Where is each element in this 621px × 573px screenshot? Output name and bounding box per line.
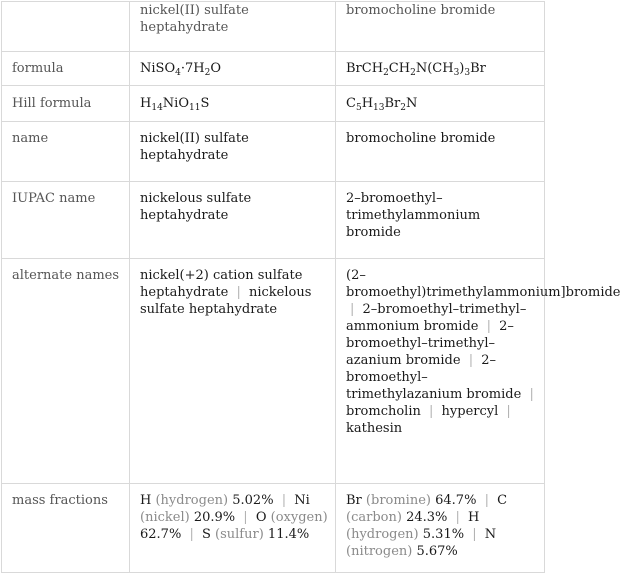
formula-segment: Br bbox=[470, 61, 486, 76]
hill-formula-bromocholine-bromide bbox=[336, 86, 545, 122]
name-nickel-sulfate: nickel(II) sulfate heptahydrate bbox=[130, 122, 336, 182]
column-header-nickel-sulfate: nickel(II) sulfate heptahydrate bbox=[130, 2, 336, 52]
iupac-name-row bbox=[2, 182, 545, 259]
formula-segment: N(CH bbox=[415, 61, 454, 76]
list-separator: | bbox=[350, 302, 355, 317]
hill-formula-nickel-sulfate bbox=[130, 86, 336, 122]
hill-formula-row bbox=[2, 86, 545, 122]
formula-subscript: 3 bbox=[453, 68, 460, 78]
mass-fraction-value: 5.31% bbox=[422, 527, 465, 542]
formula-segment: Br bbox=[384, 96, 401, 111]
formula-subscript: 5 bbox=[355, 103, 362, 113]
formula-segment: H bbox=[140, 96, 152, 111]
alternate-name: nickelous sulfate heptahydrate bbox=[140, 285, 312, 317]
formula-segment: CH bbox=[388, 61, 411, 76]
name-row bbox=[2, 122, 545, 182]
mass-fraction-value: 24.3% bbox=[406, 510, 448, 525]
element-symbol: N bbox=[484, 527, 497, 542]
row-label-mass-fractions: mass fractions bbox=[2, 484, 130, 573]
element-name: (hydrogen) bbox=[155, 493, 229, 508]
alternate-names-nickel-sulfate bbox=[130, 259, 336, 484]
element-name: (oxygen) bbox=[270, 510, 328, 525]
list-separator: | bbox=[455, 510, 460, 525]
alternate-name: 2–bromoethyl–trimethyl–ammonium bromide bbox=[346, 302, 527, 334]
element-symbol: Br bbox=[346, 493, 362, 508]
element-name: (hydrogen) bbox=[346, 527, 419, 542]
alternate-name: (2–bromoethyl)trimethylammonium]bromide bbox=[346, 268, 621, 300]
formula-subscript: 14 bbox=[151, 103, 163, 113]
iupac-name-bromocholine-bromide: 2–bromoethyl–trimethylammonium bromide bbox=[336, 182, 545, 259]
mass-fraction-value: 11.4% bbox=[267, 527, 310, 542]
mass-fraction-value: 64.7% bbox=[435, 493, 477, 508]
column-header-bromocholine-bromide: bromocholine bromide bbox=[336, 2, 545, 52]
row-label-iupac-name: IUPAC name bbox=[2, 182, 130, 259]
formula-segment: ) bbox=[459, 61, 465, 76]
formula-subscript: 3 bbox=[464, 68, 471, 78]
list-separator: | bbox=[236, 285, 241, 300]
element-name: (bromine) bbox=[365, 493, 431, 508]
corner-cell bbox=[2, 2, 130, 52]
list-separator: | bbox=[281, 493, 287, 508]
formula-subscript: 2 bbox=[204, 68, 211, 78]
formula-bromocholine-bromide bbox=[336, 52, 545, 86]
list-separator: | bbox=[529, 387, 534, 402]
list-separator: | bbox=[429, 404, 434, 419]
mass-fraction-value: 20.9% bbox=[193, 510, 236, 525]
element-symbol: O bbox=[255, 510, 267, 525]
formula-segment: O bbox=[210, 61, 221, 76]
list-separator: | bbox=[243, 510, 248, 525]
alternate-name: nickel(+2) cation sulfate heptahydrate bbox=[140, 268, 303, 300]
element-symbol: C bbox=[497, 493, 508, 508]
formula-subscript: 2 bbox=[383, 68, 389, 78]
alternate-name: bromcholin bbox=[346, 404, 421, 419]
alternate-name: hypercyl bbox=[441, 404, 499, 419]
formula-subscript: 13 bbox=[373, 103, 385, 113]
formula-segment: S bbox=[200, 96, 210, 111]
list-separator: | bbox=[486, 319, 491, 334]
alternate-name: 2–bromoethyl–trimethyl–azanium bromide bbox=[346, 319, 514, 368]
element-name: (nickel) bbox=[140, 510, 190, 525]
name-bromocholine-bromide: bromocholine bromide bbox=[336, 122, 545, 182]
element-name: (sulfur) bbox=[215, 527, 264, 542]
formula-segment: ·7H bbox=[180, 61, 205, 76]
formula-segment: H bbox=[361, 96, 374, 111]
mass-fractions-bromocholine-bromide bbox=[336, 484, 545, 573]
row-label-alternate-names: alternate names bbox=[2, 259, 130, 484]
alternate-name: kathesin bbox=[346, 421, 403, 436]
formula-segment: NiSO bbox=[140, 61, 176, 76]
element-name: (nitrogen) bbox=[346, 544, 413, 559]
mass-fraction-value: 62.7% bbox=[140, 527, 182, 542]
row-label-name: name bbox=[2, 122, 130, 182]
mass-fractions-nickel-sulfate bbox=[130, 484, 336, 573]
list-separator: | bbox=[189, 527, 194, 542]
alternate-names-row bbox=[2, 259, 545, 484]
formula-segment: BrCH bbox=[346, 61, 384, 76]
row-label-hill-formula: Hill formula bbox=[2, 86, 130, 122]
formula-segment: NiO bbox=[162, 96, 189, 111]
formula-nickel-sulfate bbox=[130, 52, 336, 86]
formula-subscript: 11 bbox=[189, 103, 201, 113]
mass-fraction-value: 5.02% bbox=[232, 493, 274, 508]
element-symbol: H bbox=[468, 510, 480, 525]
list-separator: | bbox=[506, 404, 511, 419]
element-name: (carbon) bbox=[346, 510, 402, 525]
formula-subscript: 4 bbox=[175, 68, 181, 78]
element-symbol: Ni bbox=[294, 493, 310, 508]
mass-fraction-value: 5.67% bbox=[416, 544, 458, 559]
list-separator: | bbox=[468, 353, 474, 368]
formula-segment: C bbox=[346, 96, 356, 111]
formula-subscript: 2 bbox=[410, 68, 416, 78]
list-separator: | bbox=[484, 493, 489, 508]
formula-subscript: 2 bbox=[400, 103, 406, 113]
element-symbol: H bbox=[140, 493, 152, 508]
iupac-name-nickel-sulfate: nickelous sulfate heptahydrate bbox=[130, 182, 336, 259]
alternate-names-bromocholine-bromide bbox=[336, 259, 621, 484]
mass-fractions-row bbox=[2, 484, 545, 573]
row-label-formula: formula bbox=[2, 52, 130, 86]
comparison-table bbox=[1, 1, 621, 573]
header-row bbox=[2, 2, 545, 52]
element-symbol: S bbox=[201, 527, 211, 542]
alternate-name: 2–bromoethyl–trimethylazanium bromide bbox=[346, 353, 522, 402]
formula-segment: N bbox=[406, 96, 418, 111]
formula-row bbox=[2, 52, 545, 86]
list-separator: | bbox=[472, 527, 477, 542]
